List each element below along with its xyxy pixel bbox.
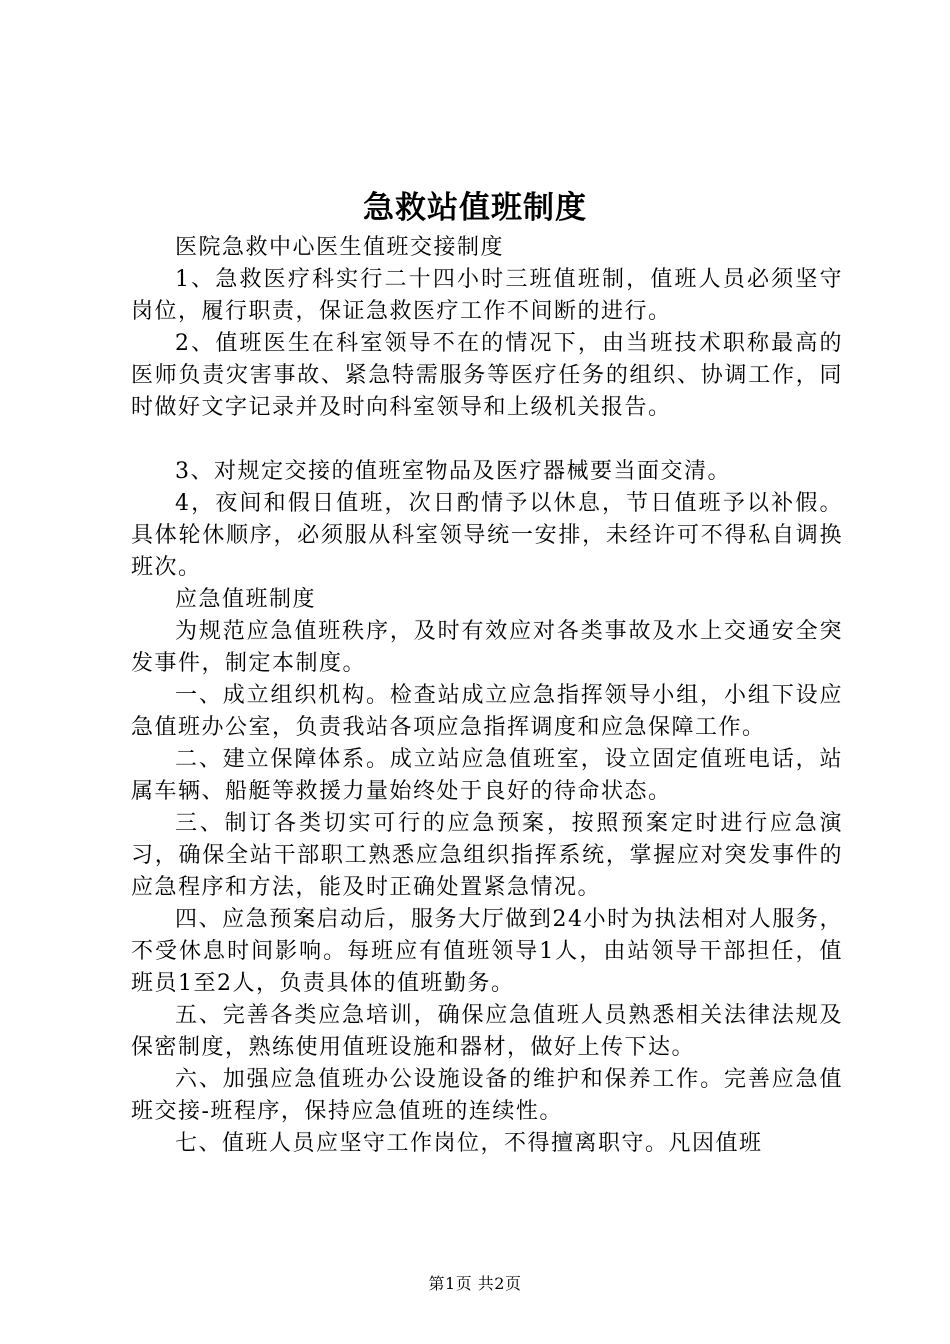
paragraph: 二、建立保障体系。成立站应急值班室，设立固定值班电话，站属车辆、船艇等救援力量始终处于良好的待命状态。	[131, 747, 843, 804]
paragraph: 3、对规定交接的值班室物品及医疗器械要当面交清。	[175, 459, 731, 484]
document-title: 急救站值班制度	[363, 190, 587, 226]
paragraph: 四、应急预案启动后，服务大厅做到24小时为执法相对人服务，不受休息时间影响。每班应有值班领导1人，由站领导干部担任，值班员1至2人，负责具体的值班勤务。	[131, 907, 843, 996]
section-heading: 医院急救中心医生值班交接制度	[175, 235, 505, 260]
paragraph: 4，夜间和假日值班，次日酌情予以休息，节日值班予以补假。具体轮休顺序，必须服从科室领导统一安排，未经许可不得私自调换班次。	[131, 491, 843, 580]
paragraph: 六、加强应急值班办公设施设备的维护和保养工作。完善应急值班交接-班程序，保持应急值班的连续性。	[131, 1067, 843, 1124]
page-number-footer: 第1页 共2页	[428, 1274, 522, 1293]
paragraph: 七、值班人员应坚守工作岗位，不得擅离职守。凡因值班	[175, 1131, 763, 1156]
paragraph: 为规范应急值班秩序，及时有效应对各类事故及水上交通安全突发事件，制定本制度。	[131, 619, 843, 676]
section-heading: 应急值班制度	[175, 587, 317, 612]
paragraph: 一、成立组织机构。检查站成立应急指挥领导小组，小组下设应急值班办公室，负责我站各项应急指挥调度和应急保障工作。	[131, 683, 843, 740]
paragraph: 2、值班医生在科室领导不在的情况下，由当班技术职称最高的医师负责灾害事故、紧急特需服务等医疗任务的组织、协调工作，同时做好文字记录并及时向科室领导和上级机关报告。	[131, 331, 843, 420]
paragraph: 1、急救医疗科实行二十四小时三班值班制，值班人员必须坚守岗位，履行职责，保证急救医疗工作不间断的进行。	[131, 267, 843, 324]
document-body	[131, 232, 843, 1160]
paragraph: 三、制订各类切实可行的应急预案，按照预案定时进行应急演习，确保全站干部职工熟悉应急组织指挥系统，掌握应对突发事件的应急程序和方法，能及时正确处置紧急情况。	[131, 811, 843, 900]
paragraph: 五、完善各类应急培训，确保应急值班人员熟悉相关法律法规及保密制度，熟练使用值班设施和器材，做好上传下达。	[131, 1003, 843, 1060]
